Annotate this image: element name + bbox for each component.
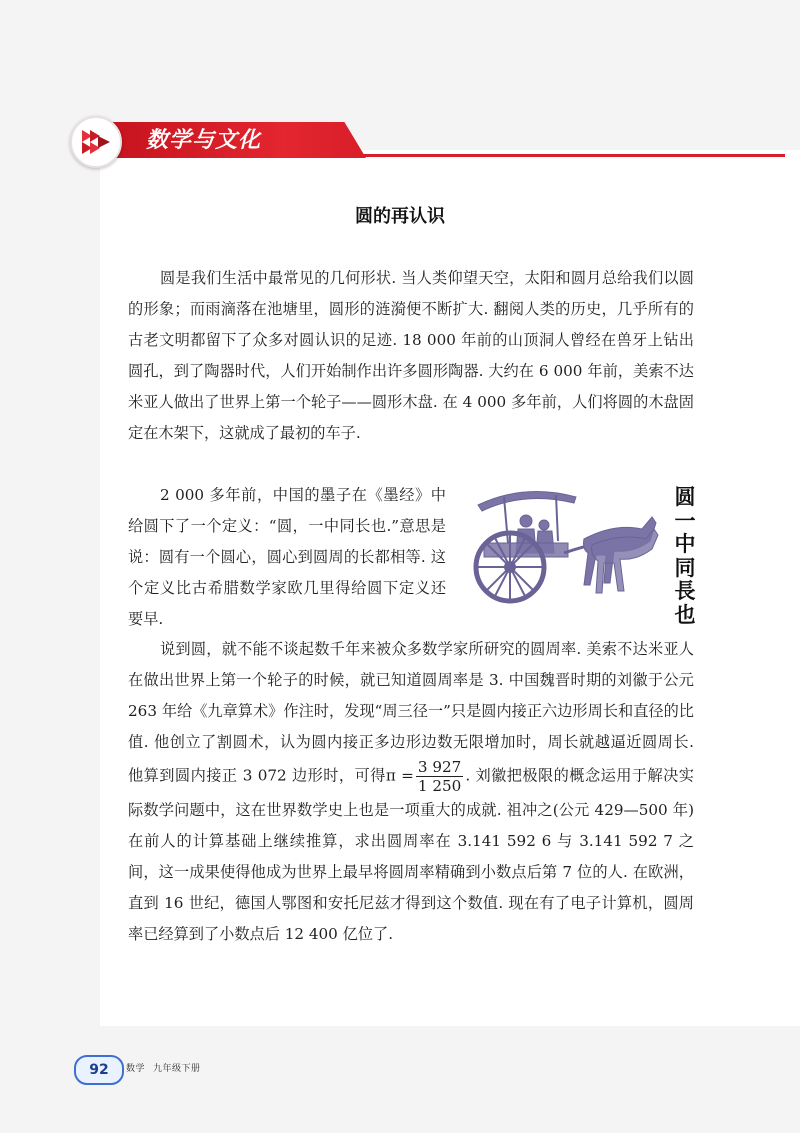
section-title: 数学与文化 (146, 128, 262, 153)
page-number-badge: 92 (74, 1055, 124, 1085)
pi-text-part2: . 刘徽把极限的概念运用于解决实际数学问题中，这在世界数学史上也是一项重大的成就. 祖冲之(公元 429—500 年) 在前人的计算基础上继续推算，求出圆周率在 3.141 592 6 与 3.141 592 7 之间，这一成果使得他成为世界上最早将圆周率精确到小数点后第 7 位的人. 在欧洲，直到 16 世纪，德国人鄂图和安托尼兹才得到这个数值. 现在有了电子计算机，圆周率已经算到了小数点后 12 400 亿位了. (128, 766, 694, 943)
footer-book-info (126, 1061, 209, 1074)
pi-text-part1: 说到圆，就不能不谈起数千年来被众多数学家所研究的圆周率. 美索不达米亚人在做出世界上第一个轮子的时候，就已知道圆周率是 3. 中国魏晋时期的刘徽于公元 263 年给《九章算术》作注时，发现“周三径一”只是圆内接正六边形周长和直径的比值. 他创立了割圆术，认为圆内接正多边形边数无限增加时，周长就越逼近圆周长. 他算到圆内接正 3 072 边形时，可得 (128, 640, 694, 785)
pi-expression: π = (385, 766, 414, 785)
inscription-char: 圆 (674, 485, 696, 509)
inscription-char: 中 (674, 532, 696, 556)
inscription-char: 一 (674, 508, 696, 533)
inscription-vertical-text (672, 486, 698, 627)
section-header (70, 112, 720, 172)
inscription-char: 同 (674, 555, 696, 580)
section-logo-icon (70, 116, 122, 168)
article-title: 圆的再认识 (355, 206, 445, 227)
footer-subject: 数学 (126, 1064, 146, 1074)
paragraph-mozi-definition: 2 000 多年前，中国的墨子在《墨经》中给圆下了一个定义：“圆，一中同长也.”意思是说：圆有一个圆心，圆心到圆周的长都相等. 这个定义比古希腊数学家欧几里得给圆下定义还要早. (128, 486, 446, 628)
pi-fraction (416, 758, 463, 795)
inscription-char: 也 (674, 602, 696, 627)
inscription-char: 長 (674, 579, 696, 603)
paragraph-pi-history (128, 634, 694, 950)
paragraph-circle-history: 圆是我们生活中最常见的几何形状. 当人类仰望天空，太阳和圆月总给我们以圆的形象；而雨滴落在池塘里，圆形的涟漪便不断扩大. 翻阅人类的历史，几乎所有的古老文明都留下了众多对圆认识的足迹. 18 000 年前的山顶洞人曾经在兽牙上钻出圆孔，到了陶器时代，人们开始制作出许多圆形陶器. 大约在 6 000 年前，美索不达米亚人做出了世界上第一个轮子——圆形木盘. 在 4 000 多年前，人们将圆的木盘固定在木架下，这就成了最初的车子. (128, 269, 694, 442)
chariot-illustration (464, 483, 664, 613)
footer-grade: 九年级下册 (153, 1064, 201, 1074)
pi-numerator: 3 927 (417, 758, 462, 776)
pi-denominator: 1 250 (417, 777, 462, 795)
